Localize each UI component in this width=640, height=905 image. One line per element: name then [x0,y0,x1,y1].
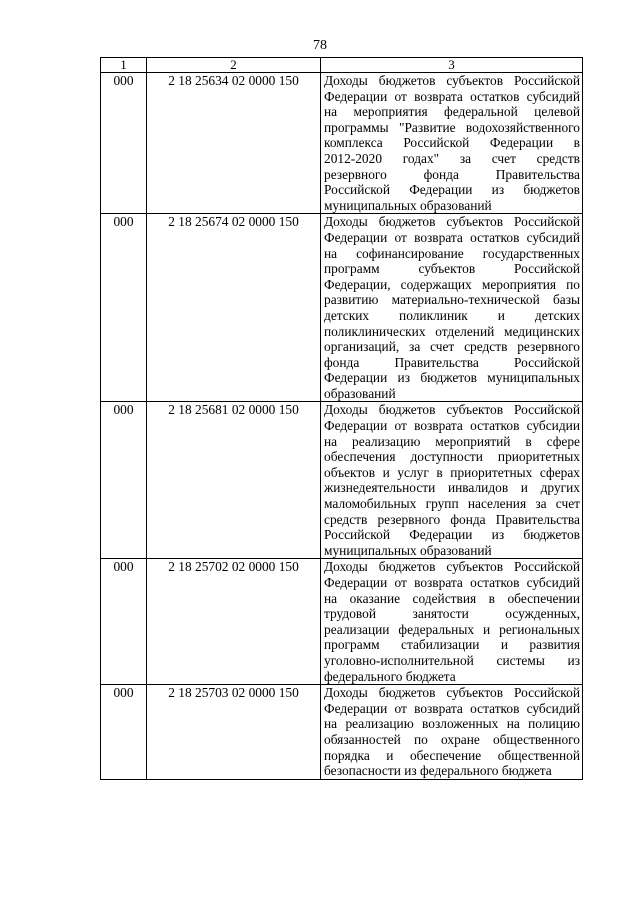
admin-code-cell: 000 [101,214,147,402]
page-number: 78 [313,38,327,53]
revenue-name-line: трудовой занятости осужденных, [324,606,580,622]
revenue-name-line: детских поликлиник и детских [324,307,580,323]
revenue-name-line: на реализацию мероприятий в сфере [324,433,580,449]
table-row [101,402,583,559]
admin-code-cell: 000 [101,685,147,780]
revenue-codes-table [100,57,583,780]
table-row [101,73,583,214]
revenue-name-line: федерального бюджета [324,668,456,684]
revenue-name-line: уголовно-исполнительной системы из [324,652,580,668]
revenue-name-line: развитию материально-технической базы [324,292,580,308]
revenue-name-line: порядка и обеспечение общественной [324,747,580,763]
admin-code-cell: 000 [101,73,147,214]
revenue-name-line: Доходы бюджетов субъектов Российской [324,685,580,701]
revenue-name-line: маломобильных групп населения за счет [324,496,580,512]
revenue-name-line: на софинансирование государственных [324,245,580,261]
revenue-name-line: Федерации из бюджетов муниципальных [324,370,580,386]
revenue-name-line: Доходы бюджетов субъектов Российской [324,402,580,418]
budget-classification-code-cell: 2 18 25681 02 0000 150 [147,402,321,559]
table-row [101,559,583,685]
revenue-name-line: образований [324,385,396,401]
revenue-name-line: Российской Федерации из бюджетов [324,182,580,198]
revenue-name-line: на реализацию возложенных на полицию [324,716,580,732]
revenue-name-line: на оказание содействия в обеспечении [324,590,580,606]
budget-classification-code-cell: 2 18 25703 02 0000 150 [147,685,321,780]
revenue-name-line: программ стабилизации и развития [324,637,580,653]
header-column-1: 1 [101,58,147,73]
revenue-name-line: фонда Правительства Российской [324,354,580,370]
revenue-name-cell [321,559,583,685]
table-header-row [101,58,583,73]
revenue-name-line: программ субъектов Российской [324,261,580,277]
revenue-name-line: Федерации от возврата остатков субсидий [324,700,580,716]
budget-classification-code-cell: 2 18 25674 02 0000 150 [147,214,321,402]
revenue-name-line: Федерации от возврата остатков субсидий [324,88,580,104]
admin-code-cell: 000 [101,559,147,685]
revenue-name-line: средств резервного фонда Правительства [324,511,580,527]
budget-classification-code-cell: 2 18 25634 02 0000 150 [147,73,321,214]
header-column-2: 2 [147,58,321,73]
revenue-name-line: резервного фонда Правительства [324,166,580,182]
revenue-name-line: Российской Федерации из бюджетов [324,527,580,543]
revenue-name-line: комплекса Российской Федерации в [324,135,580,151]
revenue-name-line: муниципальных образований [324,197,492,213]
revenue-name-cell [321,685,583,780]
revenue-name-cell [321,73,583,214]
table-row [101,685,583,780]
revenue-name-line: обязанностей по охране общественного [324,731,580,747]
revenue-name-line: Федерации от возврата остатков субсидий [324,575,580,590]
revenue-name-line: Федерации, содержащих мероприятия по [324,276,580,292]
header-column-3: 3 [321,58,583,73]
revenue-name-line: Федерации от возврата остатков субсидии [324,418,580,434]
revenue-name-line: на мероприятия федеральной целевой [324,104,580,120]
revenue-name-line: Доходы бюджетов субъектов Российской [324,559,580,575]
revenue-name-line: реализации федеральных и региональных [324,621,580,637]
revenue-name-line: муниципальных образований [324,542,492,558]
revenue-name-line: Доходы бюджетов субъектов Российской [324,214,580,230]
revenue-name-line: Доходы бюджетов субъектов Российской [324,73,580,88]
revenue-name-line: Федерации от возврата остатков субсидий [324,229,580,245]
revenue-name-cell [321,402,583,559]
admin-code-cell: 000 [101,402,147,559]
revenue-name-line: поликлинических отделений медицинских [324,323,580,339]
revenue-name-line: объектов и услуг в приоритетных сферах [324,464,580,480]
revenue-name-line: обеспечения доступности приоритетных [324,449,580,465]
revenue-name-line: организаций, за счет средств резервного [324,339,580,355]
budget-classification-code-cell: 2 18 25702 02 0000 150 [147,559,321,685]
revenue-name-cell [321,214,583,402]
revenue-name-line: 2012-2020 годах" за счет средств [324,150,580,166]
revenue-name-line: жизнедеятельности инвалидов и других [324,480,580,496]
table-row [101,214,583,402]
revenue-name-line: безопасности из федерального бюджета [324,763,552,779]
revenue-name-line: программы "Развитие водохозяйственного [324,119,580,135]
